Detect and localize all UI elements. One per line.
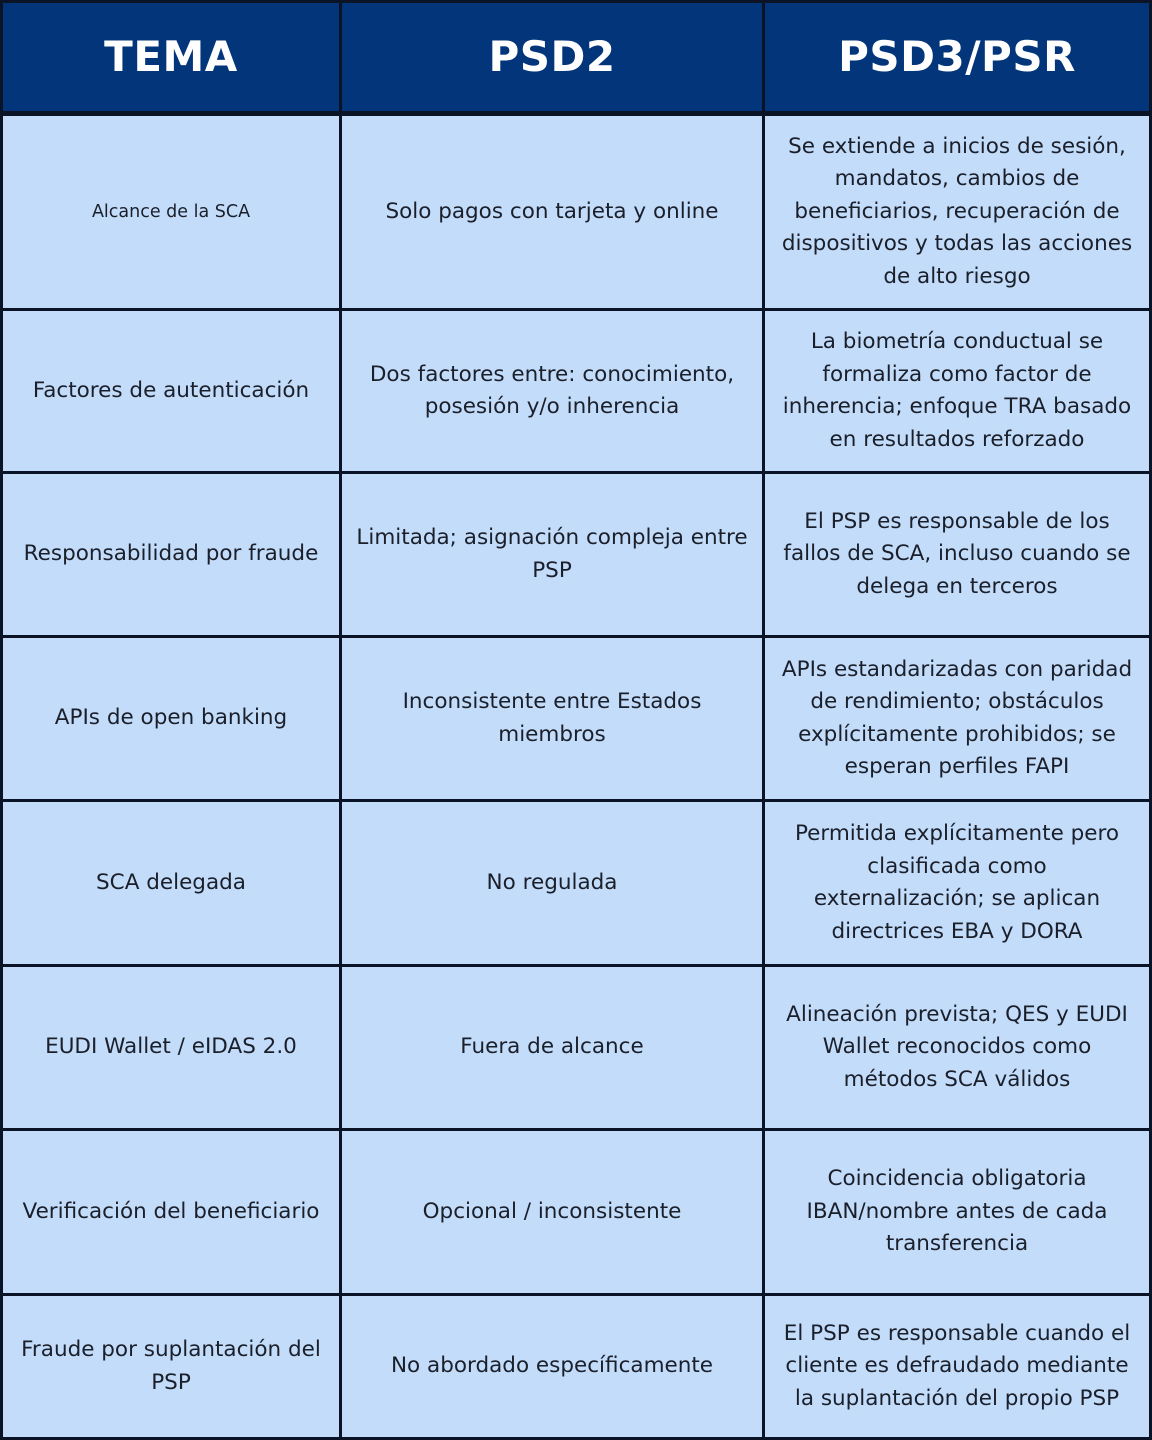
row-1-psd3: Se extiende a inicios de sesión, mandatos, cambios de beneficiarios, recuperación de dispositivos y todas las acciones de alto riesgo [765,116,1152,311]
row-4-topic: APIs de open banking [0,638,342,802]
row-6-topic: EUDI Wallet / eIDAS 2.0 [0,967,342,1131]
row-5-topic: SCA delegada [0,802,342,967]
row-8-psd3: El PSP es responsable cuando el cliente es defraudado mediante la suplantación del propio PSP [765,1296,1152,1440]
row-2-psd2: Dos factores entre: conocimiento, posesión y/o inherencia [342,311,765,474]
row-1-psd2: Solo pagos con tarjeta y online [342,116,765,311]
header-tema: TEMA [0,0,342,116]
row-7-psd3: Coincidencia obligatoria IBAN/nombre antes de cada transferencia [765,1131,1152,1296]
row-2-psd3: La biometría conductual se formaliza como factor de inherencia; enfoque TRA basado en resultados reforzado [765,311,1152,474]
row-2-topic: Factores de autenticación [0,311,342,474]
row-7-topic: Verificación del beneficiario [0,1131,342,1296]
row-4-psd3: APIs estandarizadas con paridad de rendimiento; obstáculos explícitamente prohibidos; se esperan perfiles FAPI [765,638,1152,802]
header-psd3-psr: PSD3/PSR [765,0,1152,116]
row-8-topic: Fraude por suplantación del PSP [0,1296,342,1440]
row-3-psd3: El PSP es responsable de los fallos de SCA, incluso cuando se delega en terceros [765,474,1152,638]
row-6-psd2: Fuera de alcance [342,967,765,1131]
row-3-psd2: Limitada; asignación compleja entre PSP [342,474,765,638]
row-5-psd3: Permitida explícitamente pero clasificada como externalización; se aplican directrices EBA y DORA [765,802,1152,967]
row-7-psd2: Opcional / inconsistente [342,1131,765,1296]
row-6-psd3: Alineación prevista; QES y EUDI Wallet reconocidos como métodos SCA válidos [765,967,1152,1131]
row-3-topic: Responsabilidad por fraude [0,474,342,638]
row-4-psd2: Inconsistente entre Estados miembros [342,638,765,802]
row-1-topic: Alcance de la SCA [0,116,342,311]
row-8-psd2: No abordado específicamente [342,1296,765,1440]
header-psd2: PSD2 [342,0,765,116]
row-5-psd2: No regulada [342,802,765,967]
